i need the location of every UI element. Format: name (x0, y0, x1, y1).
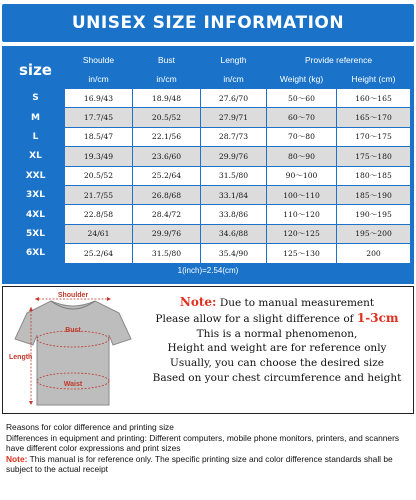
column-header-bust: Bust (133, 51, 201, 70)
shoulder-value: 19.3/49 (65, 147, 133, 166)
note-line-1: Note: Due to manual measurement (179, 295, 375, 309)
size-label: XL (7, 147, 65, 166)
subheader-length-unit: in/cm (201, 70, 267, 89)
height-value: 160～165 (337, 89, 411, 108)
bust-value: 25.2/64 (133, 166, 201, 185)
weight-value: 70～80 (267, 127, 337, 146)
bust-value: 31.5/80 (133, 244, 201, 263)
length-value: 33.8/86 (201, 205, 267, 224)
tshirt-outline-icon (15, 301, 131, 405)
shoulder-label: Shoulder (57, 292, 89, 299)
height-value: 185～190 (337, 185, 411, 204)
tshirt-measurement-diagram (7, 287, 139, 413)
size-table (6, 50, 411, 264)
measurement-note-box (2, 286, 414, 414)
weight-value: 50～60 (267, 89, 337, 108)
table-row (7, 108, 411, 127)
table-row (7, 127, 411, 146)
table-row (7, 224, 411, 243)
shoulder-value: 21.7/55 (65, 185, 133, 204)
page-title: UNISEX SIZE INFORMATION (2, 4, 414, 42)
subheader-bust-unit: in/cm (133, 70, 201, 89)
column-header-reference: Provide reference (267, 51, 411, 70)
weight-value: 125～130 (267, 244, 337, 263)
subheader-row (7, 70, 411, 89)
length-value: 33.1/84 (201, 185, 267, 204)
color-difference-notice (6, 422, 412, 475)
shoulder-value: 18.5/47 (65, 127, 133, 146)
bust-value: 26.8/68 (133, 185, 201, 204)
bust-value: 23.6/60 (133, 147, 201, 166)
note-line-2: Please allow for a slight difference of 1-3cm (155, 310, 399, 325)
unit-conversion-note: 1(inch)=2.54(cm) (177, 266, 239, 275)
length-label: Length (9, 354, 33, 361)
height-value: 200 (337, 244, 411, 263)
length-value: 29.9/76 (201, 147, 267, 166)
shoulder-value: 24/61 (65, 224, 133, 243)
shoulder-value: 17.7/45 (65, 108, 133, 127)
header-row (7, 51, 411, 70)
notice-reference: Note: This manual is for reference only. The specific printing size and color difference standards shall be subject to the actual receipt (6, 453, 393, 475)
note-line-5: Usually, you can choose the desired size (169, 357, 384, 370)
shoulder-value: 22.8/58 (65, 205, 133, 224)
bust-value: 22.1/56 (133, 127, 201, 146)
table-row (7, 185, 411, 204)
height-value: 170～175 (337, 127, 411, 146)
bust-value: 18.9/48 (133, 89, 201, 108)
height-value: 175～180 (337, 147, 411, 166)
height-value: 195～200 (337, 224, 411, 243)
size-label: XXL (7, 166, 65, 185)
column-header-shoulder: Shoulde (65, 51, 133, 70)
height-value: 190～195 (337, 205, 411, 224)
table-row (7, 244, 411, 263)
size-label: M (7, 108, 65, 127)
length-value: 34.6/88 (201, 224, 267, 243)
note-line-6: Based on your chest circumference and height (152, 371, 402, 384)
table-row (7, 89, 411, 108)
size-label: L (7, 127, 65, 146)
bust-label: Bust (65, 327, 81, 334)
note-line-4: Height and weight are for reference only (167, 342, 387, 355)
height-value: 165～170 (337, 108, 411, 127)
waist-label: Waist (63, 381, 83, 388)
notice-heading: Reasons for color difference and printing size (6, 422, 174, 432)
notice-equipment: Differences in equipment and printing: Different computers, mobile phone monitors, printers, and scanners have different color expressions and print sizes (6, 432, 400, 454)
weight-value: 100～110 (267, 185, 337, 204)
length-value: 27.6/70 (201, 89, 267, 108)
table-row (7, 166, 411, 185)
size-label: 6XL (7, 244, 65, 263)
bust-value: 20.5/52 (133, 108, 201, 127)
shoulder-value: 16.9/43 (65, 89, 133, 108)
weight-value: 60～70 (267, 108, 337, 127)
subheader-shoulder-unit: in/cm (65, 70, 133, 89)
length-value: 35.4/90 (201, 244, 267, 263)
weight-value: 80～90 (267, 147, 337, 166)
table-row (7, 147, 411, 166)
subheader-height: Height (cm) (337, 70, 411, 89)
size-table-container (2, 46, 414, 284)
bust-value: 28.4/72 (133, 205, 201, 224)
size-label: 3XL (7, 185, 65, 204)
weight-value: 110～120 (267, 205, 337, 224)
column-header-length: Length (201, 51, 267, 70)
shoulder-value: 20.5/52 (65, 166, 133, 185)
height-value: 180～185 (337, 166, 411, 185)
length-value: 31.5/80 (201, 166, 267, 185)
measurement-note-text (143, 295, 411, 386)
length-value: 27.9/71 (201, 108, 267, 127)
subheader-weight: Weight (kg) (267, 70, 337, 89)
weight-value: 120～125 (267, 224, 337, 243)
size-column-header: size (7, 51, 65, 89)
weight-value: 90～100 (267, 166, 337, 185)
table-row (7, 205, 411, 224)
size-label: 5XL (7, 224, 65, 243)
note-line-3: This is a normal phenomenon, (196, 327, 358, 340)
bust-value: 29.9/76 (133, 224, 201, 243)
size-label: 4XL (7, 205, 65, 224)
length-value: 28.7/73 (201, 127, 267, 146)
shoulder-value: 25.2/64 (65, 244, 133, 263)
size-label: S (7, 89, 65, 108)
